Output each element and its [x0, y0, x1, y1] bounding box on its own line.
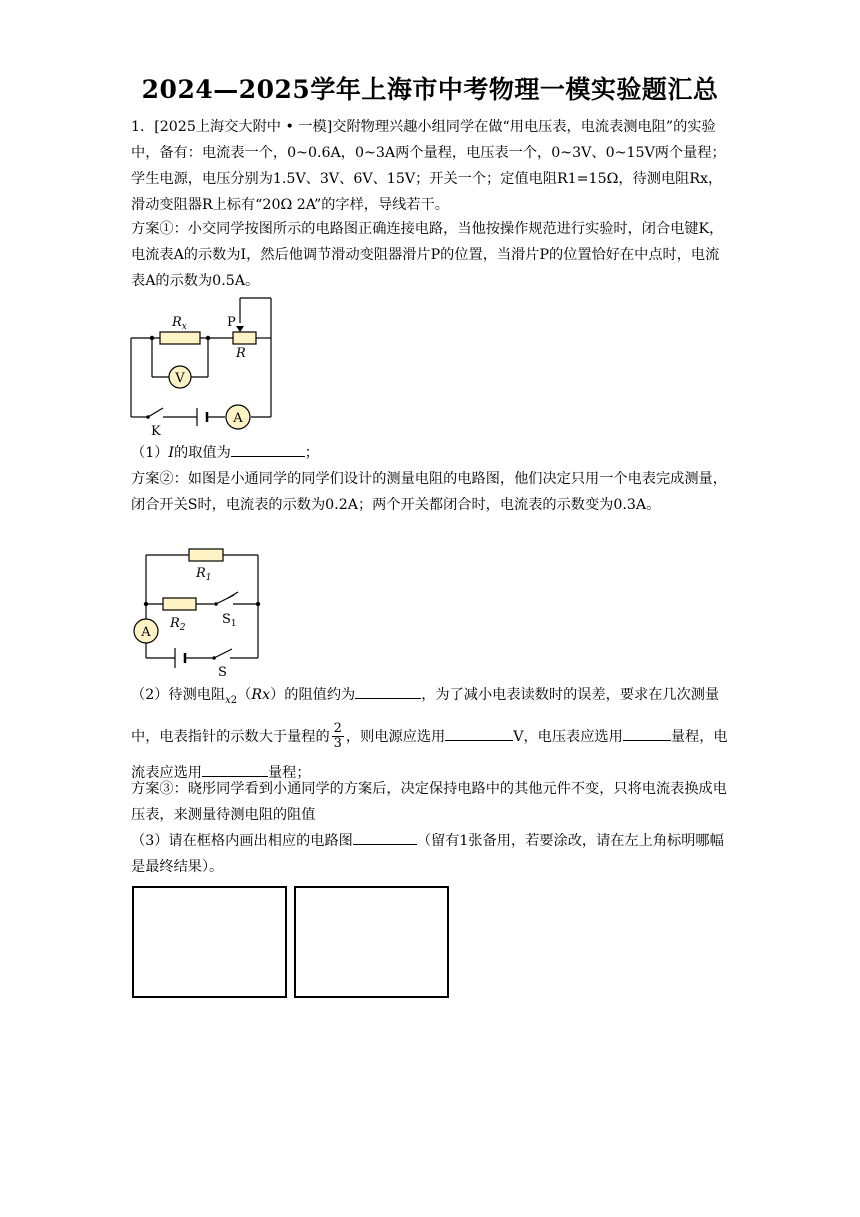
answer-blank-1[interactable] — [231, 440, 305, 457]
answer-blank-2[interactable] — [355, 682, 421, 699]
answer-blank-6[interactable] — [353, 828, 417, 845]
plan-2-text: 方案②：如图是小通同学的同学们设计的测量电阻的电路图，他们决定只用一个电表完成测量，闭合开关S时，电流表的示数为0.2A；两个开关都闭合时，电流表的示数变为0.3A。 — [131, 471, 727, 513]
drawing-box-2[interactable] — [294, 886, 449, 998]
voltmeter-label: V — [175, 371, 185, 386]
answer-blank-4[interactable] — [623, 724, 671, 741]
ammeter-label: A — [141, 625, 151, 640]
switch-s1-icon — [216, 595, 234, 604]
r1-label: $R_1$ — [196, 566, 212, 583]
resistor-r2 — [163, 598, 196, 610]
s-label: S — [218, 665, 227, 680]
switch-s-icon — [214, 649, 232, 658]
page-title: 2024—2025学年上海市中考物理一模实验题汇总 — [141, 75, 719, 104]
resistor-rx — [160, 332, 200, 344]
switch-k-label: K — [151, 424, 161, 439]
drawing-box-1[interactable] — [132, 886, 287, 998]
slider-arrow-icon — [236, 326, 244, 332]
plan-1-text: 方案①：小交同学按图所示的电路图正确连接电路，当他按操作规范进行实验时，闭合电键K，电流表A的示数为I，然后他调节滑动变阻器滑片P的位置，当滑片P的位置恰好在中点时，电流表A的示数为0.5A。 — [131, 221, 724, 289]
question-intro: 1．[2025上海交大附中 • 一模]交附物理兴趣小组同学在做“用电压表，电流表测电阻”的实验中，备有：电流表一个，0~0.6A，0~3A两个量程，电压表一个，0~3V、0~15V两个量程；学生电源，电压分别为1.5V、3V、6V、15V；开关一个；定值电阻R1=15Ω，待测电阻Rx，滑动变阻器R上标有“20Ω 2A”的字样，导线若干。 — [131, 119, 726, 213]
slide-rheostat — [233, 332, 256, 344]
fraction-two-thirds: $\frac{2}{3}$ — [333, 721, 342, 752]
s1-label: $S_1$ — [222, 612, 237, 629]
rheostat-label: R — [236, 346, 246, 361]
resistor-r1 — [189, 549, 223, 561]
answer-blank-5[interactable] — [202, 760, 268, 777]
question-1: （1）I的取值为 ； — [131, 440, 731, 466]
question-3: （3）请在框格内画出相应的电路图 （留有1张备用，若要涂改，请在左上角标明哪幅是最终结果）。 — [131, 828, 731, 880]
r2-label: $R_2$ — [170, 616, 186, 633]
circuit-diagram-1 — [125, 295, 285, 439]
plan-3-text: 方案③：晓彤同学看到小通同学的方案后，决定保持电路中的其他元件不变，只将电流表换成电压表，来测量待测电阻的阻值 — [131, 781, 727, 823]
rx-label: $R_x$ — [172, 315, 187, 332]
slider-p-label: P — [227, 315, 236, 330]
answer-blank-3[interactable] — [445, 724, 513, 741]
circuit-diagram-2 — [130, 543, 270, 678]
ammeter-label: A — [233, 411, 243, 426]
question-2: （2）待测电阻$_{x2}$（Rx）的阻值约为 ，为了减小电表读数时的误差，要求在几次测量中，电表指针的示数大于量程的 $\frac{2}{3}$ ，则电源应选用 V，电压表应选用 量程，电流表应选用 量程； — [131, 677, 731, 791]
